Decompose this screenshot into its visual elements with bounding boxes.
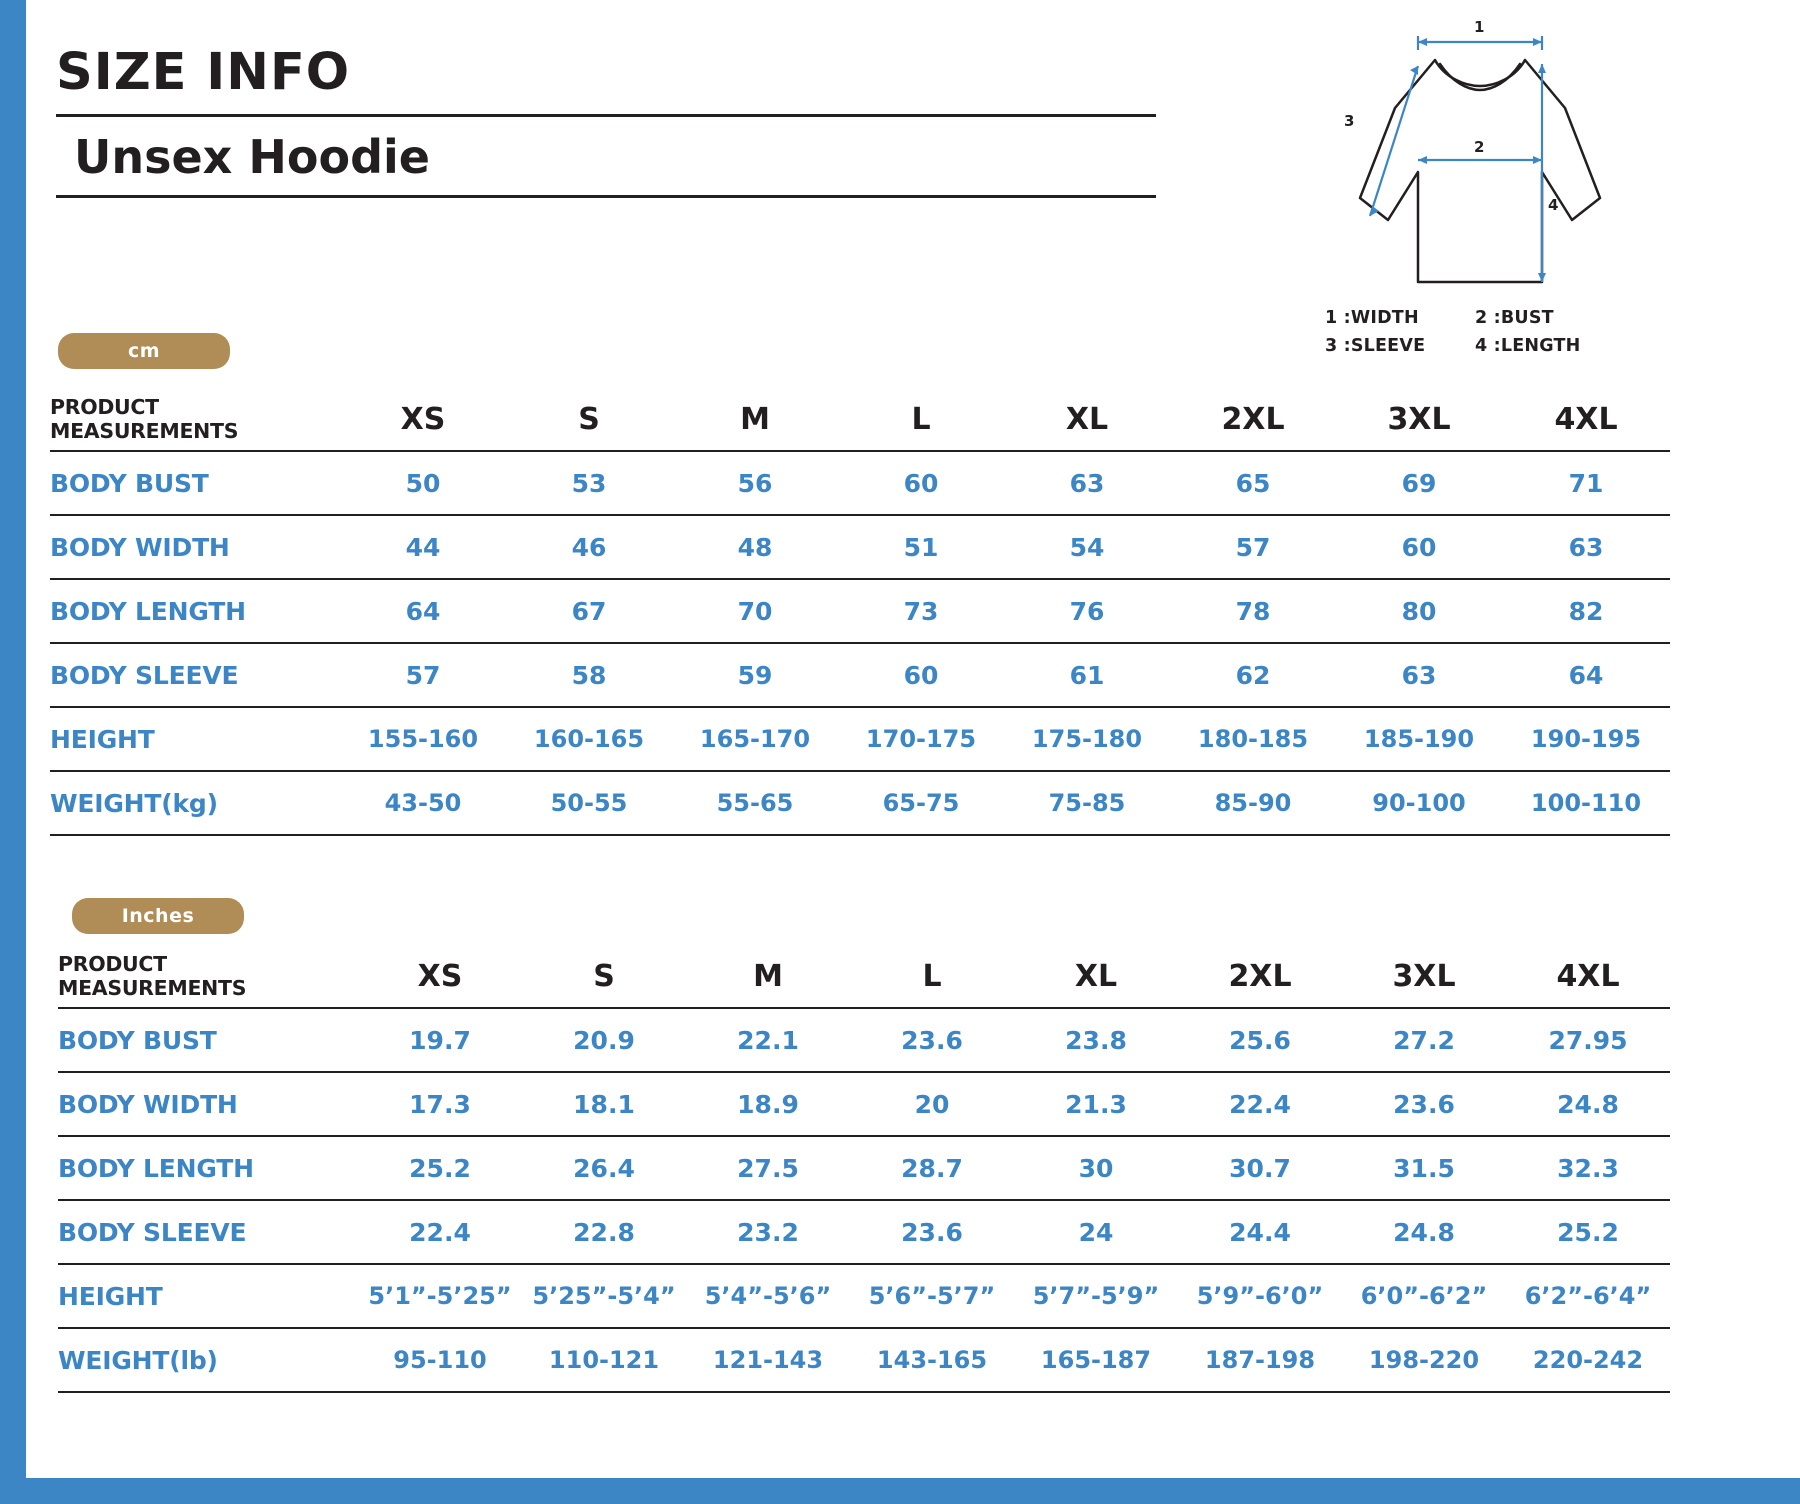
table-header-size-xl: XL	[1014, 945, 1178, 1008]
cell: 170-175	[838, 707, 1004, 771]
cell: 61	[1004, 643, 1170, 707]
diagram-marker-1: 1	[1474, 20, 1485, 36]
cell: 20.9	[522, 1008, 686, 1072]
diagram-marker-4: 4	[1548, 196, 1559, 214]
cell: 85-90	[1170, 771, 1336, 835]
cell: 25.2	[358, 1136, 522, 1200]
cell: 76	[1004, 579, 1170, 643]
cell: 5’25”-5’4”	[522, 1264, 686, 1328]
legend-item-sleeve: 3 :SLEEVE	[1325, 336, 1426, 356]
table-row	[58, 1008, 1670, 1072]
page-subtitle: Unsex Hoodie	[56, 117, 1156, 198]
table-header-size-xs: XS	[340, 388, 506, 451]
row-label-body-width: BODY WIDTH	[50, 515, 340, 579]
table-header-size-s: S	[522, 945, 686, 1008]
cell: 48	[672, 515, 838, 579]
table-row	[58, 1072, 1670, 1136]
legend-item-width: 1 :WIDTH	[1325, 308, 1419, 328]
cell: 67	[506, 579, 672, 643]
cell: 6’0”-6’2”	[1342, 1264, 1506, 1328]
table-row	[58, 1136, 1670, 1200]
cell: 95-110	[358, 1328, 522, 1392]
cell: 43-50	[340, 771, 506, 835]
row-label-height: HEIGHT	[58, 1264, 358, 1328]
cell: 5’7”-5’9”	[1014, 1264, 1178, 1328]
cell: 55-65	[672, 771, 838, 835]
table-header-size-m: M	[686, 945, 850, 1008]
cell: 53	[506, 451, 672, 515]
cell: 57	[1170, 515, 1336, 579]
table-header-size-2xl: 2XL	[1170, 388, 1336, 451]
cell: 60	[1336, 515, 1502, 579]
diagram-legend	[1325, 308, 1685, 364]
table-row	[58, 1200, 1670, 1264]
cell: 44	[340, 515, 506, 579]
cell: 59	[672, 643, 838, 707]
cell: 5’6”-5’7”	[850, 1264, 1014, 1328]
cell: 27.95	[1506, 1008, 1670, 1072]
cell: 165-187	[1014, 1328, 1178, 1392]
cell: 23.8	[1014, 1008, 1178, 1072]
table-row	[50, 643, 1670, 707]
cell: 50-55	[506, 771, 672, 835]
legend-item-bust: 2 :BUST	[1475, 308, 1554, 328]
cell: 6’2”-6’4”	[1506, 1264, 1670, 1328]
cell: 57	[340, 643, 506, 707]
cell: 73	[838, 579, 1004, 643]
cell: 18.1	[522, 1072, 686, 1136]
table-header-size-2xl: 2XL	[1178, 945, 1342, 1008]
table-header-size-3xl: 3XL	[1336, 388, 1502, 451]
row-label-body-sleeve: BODY SLEEVE	[58, 1200, 358, 1264]
cell: 63	[1004, 451, 1170, 515]
cell: 19.7	[358, 1008, 522, 1072]
cell: 23.6	[850, 1008, 1014, 1072]
cell: 25.6	[1178, 1008, 1342, 1072]
cell: 30	[1014, 1136, 1178, 1200]
cell: 180-185	[1170, 707, 1336, 771]
table-row	[50, 771, 1670, 835]
table-header-measurements: PRODUCT MEASUREMENTS	[50, 388, 340, 451]
cell: 46	[506, 515, 672, 579]
cell: 5’9”-6’0”	[1178, 1264, 1342, 1328]
cell: 143-165	[850, 1328, 1014, 1392]
table-row	[58, 1264, 1670, 1328]
table-header-row	[50, 388, 1670, 451]
row-label-weight-lb: WEIGHT(lb)	[58, 1328, 358, 1392]
cell: 51	[838, 515, 1004, 579]
cell: 64	[1502, 643, 1670, 707]
cell: 121-143	[686, 1328, 850, 1392]
cell: 70	[672, 579, 838, 643]
cell: 22.1	[686, 1008, 850, 1072]
unit-badge-inches: Inches	[72, 898, 244, 934]
cell: 22.4	[1178, 1072, 1342, 1136]
cell: 60	[838, 643, 1004, 707]
table-header-size-3xl: 3XL	[1342, 945, 1506, 1008]
cell: 185-190	[1336, 707, 1502, 771]
table-header-size-s: S	[506, 388, 672, 451]
cell: 22.8	[522, 1200, 686, 1264]
cell: 56	[672, 451, 838, 515]
table-header-size-4xl: 4XL	[1506, 945, 1670, 1008]
cell: 5’1”-5’25”	[358, 1264, 522, 1328]
bottom-border-bar	[0, 1478, 1800, 1504]
cell: 80	[1336, 579, 1502, 643]
table-row	[50, 707, 1670, 771]
legend-item-length: 4 :LENGTH	[1475, 336, 1581, 356]
diagram-marker-2: 2	[1474, 138, 1485, 156]
cell: 22.4	[358, 1200, 522, 1264]
cell: 155-160	[340, 707, 506, 771]
cell: 58	[506, 643, 672, 707]
cell: 23.6	[850, 1200, 1014, 1264]
cell: 198-220	[1342, 1328, 1506, 1392]
cell: 54	[1004, 515, 1170, 579]
table-header-size-l: L	[850, 945, 1014, 1008]
cell: 78	[1170, 579, 1336, 643]
cell: 65	[1170, 451, 1336, 515]
unit-badge-cm: cm	[58, 333, 230, 369]
cell: 31.5	[1342, 1136, 1506, 1200]
cell: 50	[340, 451, 506, 515]
cell: 175-180	[1004, 707, 1170, 771]
size-table-inches	[58, 945, 1670, 1393]
cell: 30.7	[1178, 1136, 1342, 1200]
cell: 18.9	[686, 1072, 850, 1136]
table-header-size-l: L	[838, 388, 1004, 451]
cell: 27.2	[1342, 1008, 1506, 1072]
cell: 190-195	[1502, 707, 1670, 771]
cell: 27.5	[686, 1136, 850, 1200]
table-row	[50, 451, 1670, 515]
cell: 25.2	[1506, 1200, 1670, 1264]
garment-measurement-diagram	[1300, 20, 1660, 320]
cell: 28.7	[850, 1136, 1014, 1200]
page-title: SIZE INFO	[56, 46, 1156, 117]
cell: 24.8	[1506, 1072, 1670, 1136]
table-header-size-4xl: 4XL	[1502, 388, 1670, 451]
row-label-body-width: BODY WIDTH	[58, 1072, 358, 1136]
table-row	[50, 515, 1670, 579]
diagram-marker-3: 3	[1344, 112, 1355, 130]
table-header-size-m: M	[672, 388, 838, 451]
cell: 160-165	[506, 707, 672, 771]
row-label-body-length: BODY LENGTH	[50, 579, 340, 643]
row-label-height: HEIGHT	[50, 707, 340, 771]
cell: 20	[850, 1072, 1014, 1136]
table-row	[58, 1328, 1670, 1392]
cell: 23.2	[686, 1200, 850, 1264]
table-header-size-xs: XS	[358, 945, 522, 1008]
cell: 71	[1502, 451, 1670, 515]
legend-row	[1325, 336, 1685, 356]
cell: 90-100	[1336, 771, 1502, 835]
cell: 63	[1336, 643, 1502, 707]
cell: 24.8	[1342, 1200, 1506, 1264]
cell: 82	[1502, 579, 1670, 643]
cell: 165-170	[672, 707, 838, 771]
cell: 64	[340, 579, 506, 643]
size-table-cm	[50, 388, 1670, 836]
cell: 23.6	[1342, 1072, 1506, 1136]
table-header-row	[58, 945, 1670, 1008]
cell: 60	[838, 451, 1004, 515]
cell: 75-85	[1004, 771, 1170, 835]
cell: 17.3	[358, 1072, 522, 1136]
table-row	[50, 579, 1670, 643]
table-header-size-xl: XL	[1004, 388, 1170, 451]
cell: 63	[1502, 515, 1670, 579]
row-label-weight-kg: WEIGHT(kg)	[50, 771, 340, 835]
row-label-body-sleeve: BODY SLEEVE	[50, 643, 340, 707]
row-label-body-bust: BODY BUST	[50, 451, 340, 515]
cell: 32.3	[1506, 1136, 1670, 1200]
cell: 220-242	[1506, 1328, 1670, 1392]
row-label-body-bust: BODY BUST	[58, 1008, 358, 1072]
cell: 65-75	[838, 771, 1004, 835]
cell: 69	[1336, 451, 1502, 515]
cell: 110-121	[522, 1328, 686, 1392]
table-header-measurements: PRODUCT MEASUREMENTS	[58, 945, 358, 1008]
cell: 21.3	[1014, 1072, 1178, 1136]
legend-row	[1325, 308, 1685, 328]
left-border-bar	[0, 0, 26, 1504]
cell: 62	[1170, 643, 1336, 707]
row-label-body-length: BODY LENGTH	[58, 1136, 358, 1200]
cell: 24	[1014, 1200, 1178, 1264]
cell: 100-110	[1502, 771, 1670, 835]
cell: 187-198	[1178, 1328, 1342, 1392]
header-block	[56, 43, 1156, 198]
cell: 26.4	[522, 1136, 686, 1200]
cell: 24.4	[1178, 1200, 1342, 1264]
cell: 5’4”-5’6”	[686, 1264, 850, 1328]
